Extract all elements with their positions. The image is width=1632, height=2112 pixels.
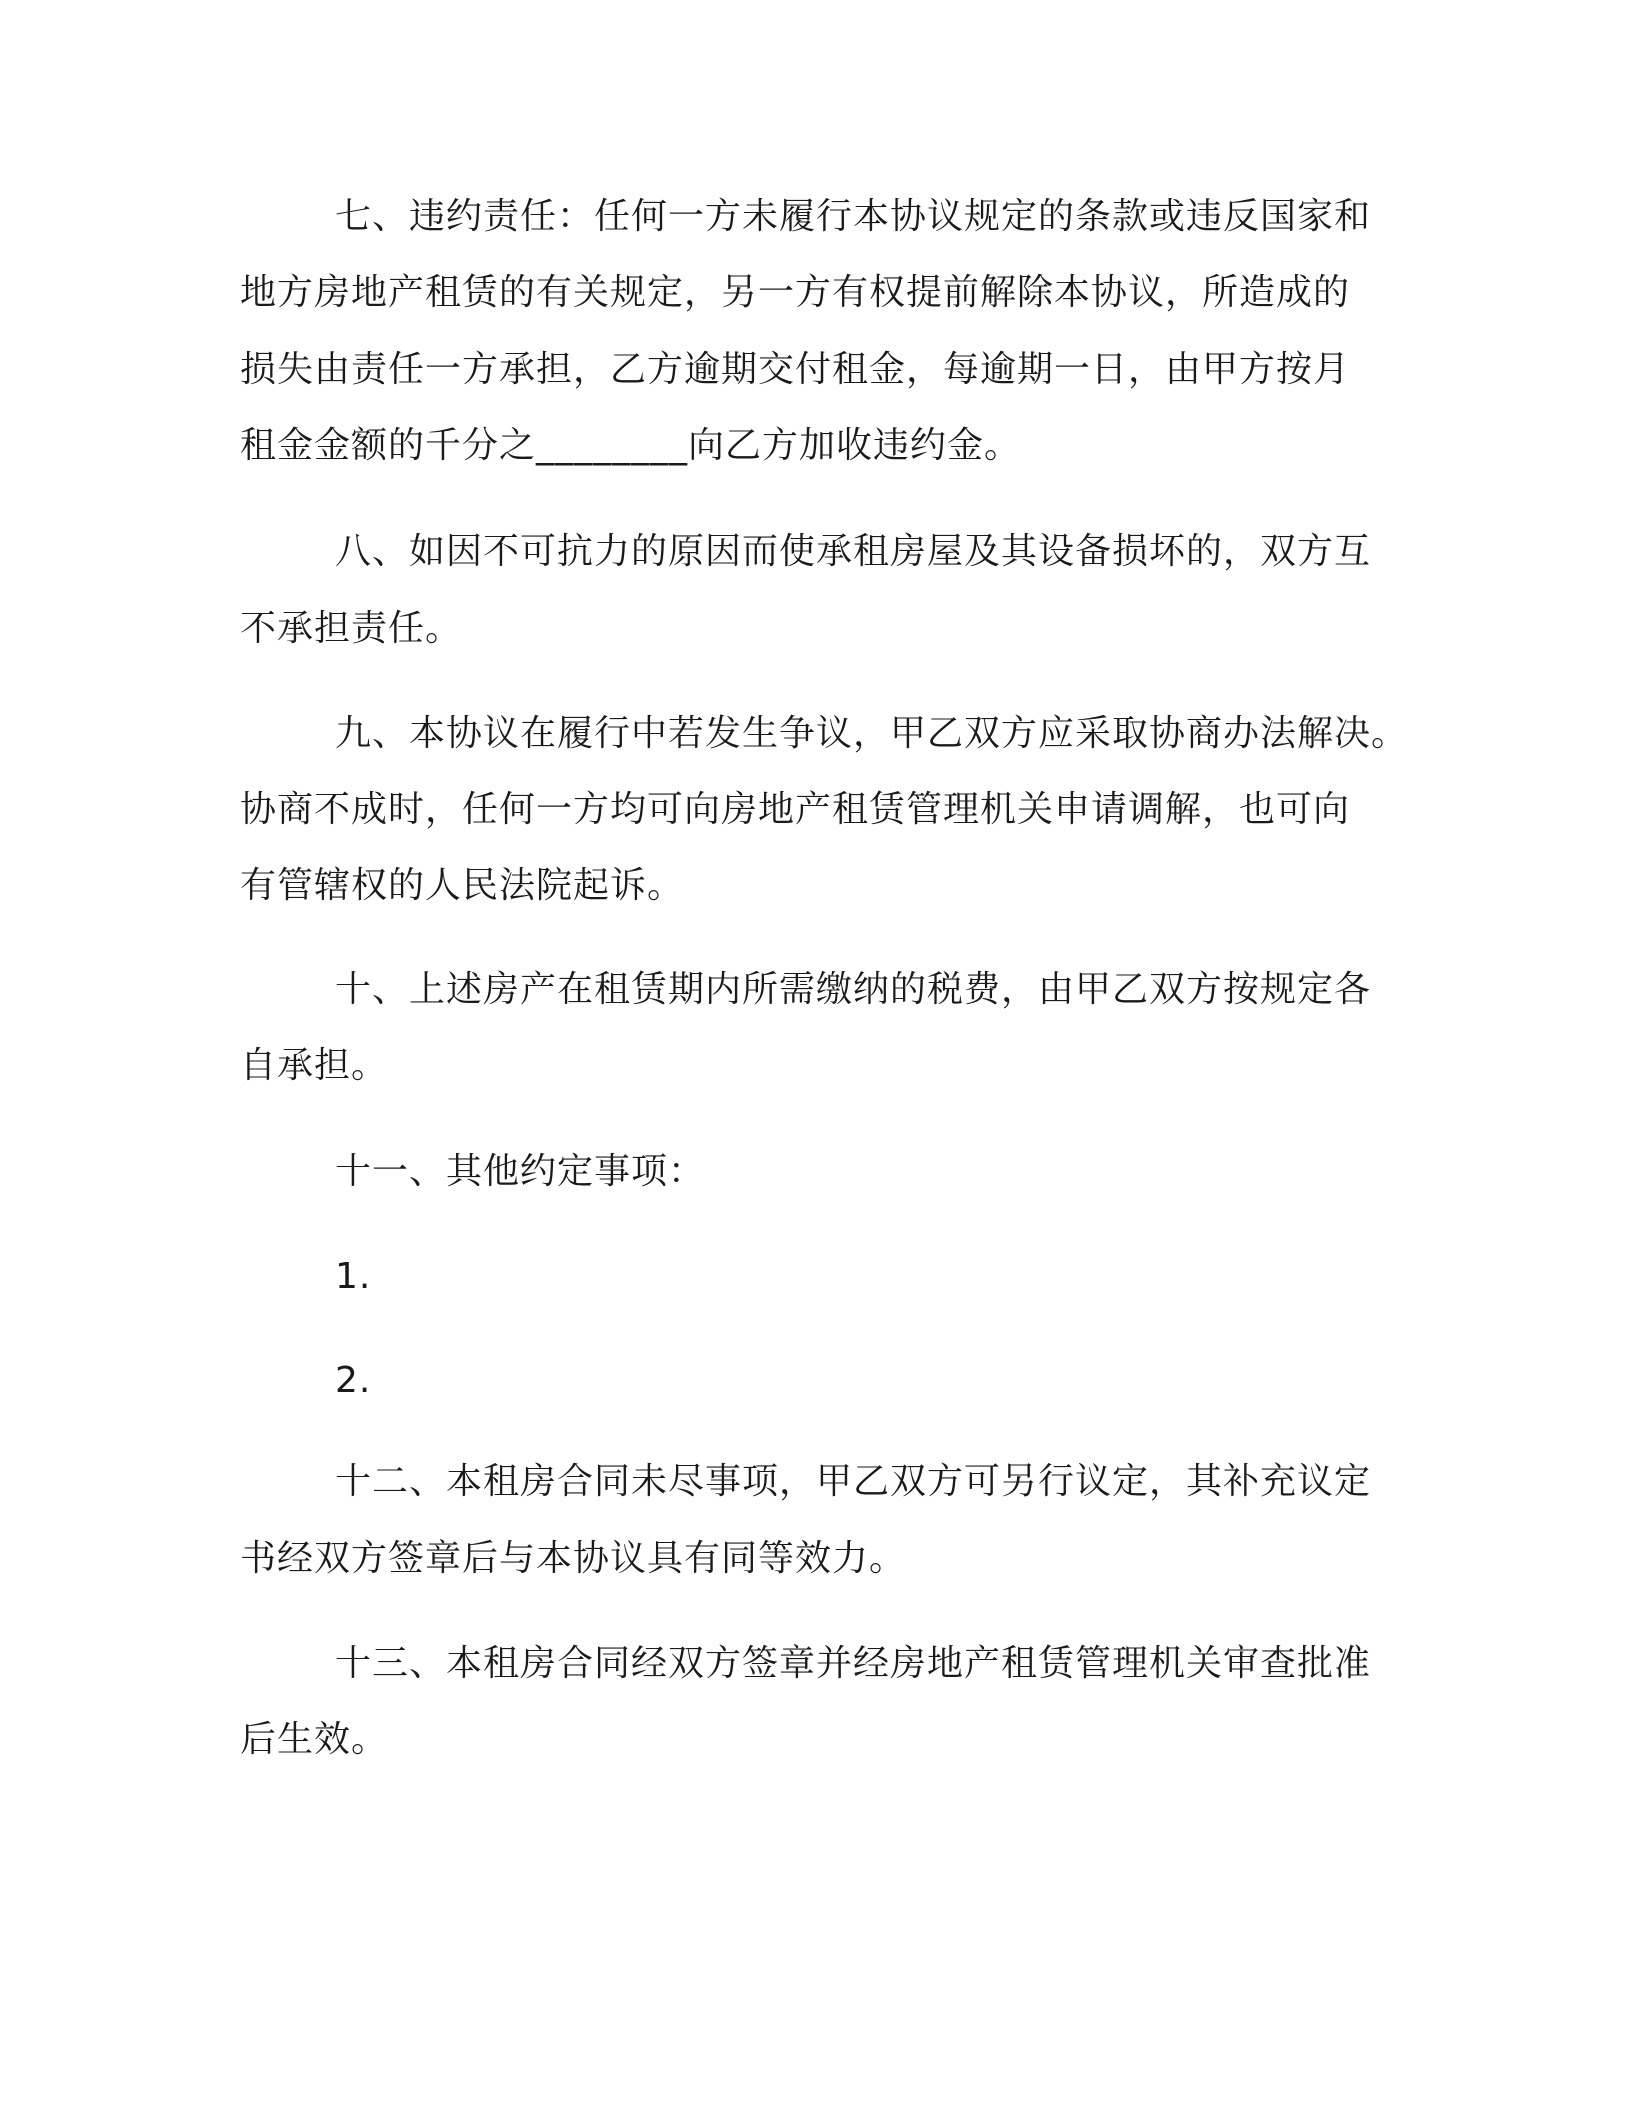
clause-line: 不承担责任。 — [240, 608, 463, 649]
clause-line: 九、本协议在履行中若发生争议，甲乙双方应采取协商办法解决。 — [335, 713, 1409, 754]
clause-line: 十二、本租房合同未尽事项，甲乙双方可另行议定，其补充议定 — [335, 1461, 1372, 1502]
clause-line: 协商不成时，任何一方均可向房地产租赁管理机关申请调解，也可向 — [240, 789, 1351, 830]
clause-line: 地方房地产租赁的有关规定，另一方有权提前解除本协议，所造成的 — [240, 272, 1351, 313]
clause-line: 自承担。 — [240, 1045, 389, 1086]
clause-line: 书经双方签章后与本协议具有同等效力。 — [240, 1538, 907, 1579]
clause-line: 十、上述房产在租赁期内所需缴纳的税费，由甲乙双方按规定各 — [335, 969, 1372, 1010]
clause-line: 十三、本租房合同经双方签章并经房地产租赁管理机关审查批准 — [335, 1643, 1372, 1684]
clause-line: 损失由责任一方承担，乙方逾期交付租金，每逾期一日，由甲方按月 — [240, 349, 1351, 390]
clause-line: 租金金额的千分之________向乙方加收违约金。 — [240, 425, 1022, 466]
clause-line: 有管辖权的人民法院起诉。 — [240, 865, 685, 906]
list-item: 2. — [335, 1360, 372, 1401]
clause-line: 后生效。 — [240, 1719, 389, 1760]
clause-line: 七、违约责任：任何一方未履行本协议规定的条款或违反国家和 — [335, 196, 1372, 237]
list-item: 1. — [335, 1256, 372, 1297]
clause-heading: 十一、其他约定事项： — [335, 1151, 706, 1192]
clause-line: 八、如因不可抗力的原因而使承租房屋及其设备损坏的，双方互 — [335, 531, 1372, 572]
